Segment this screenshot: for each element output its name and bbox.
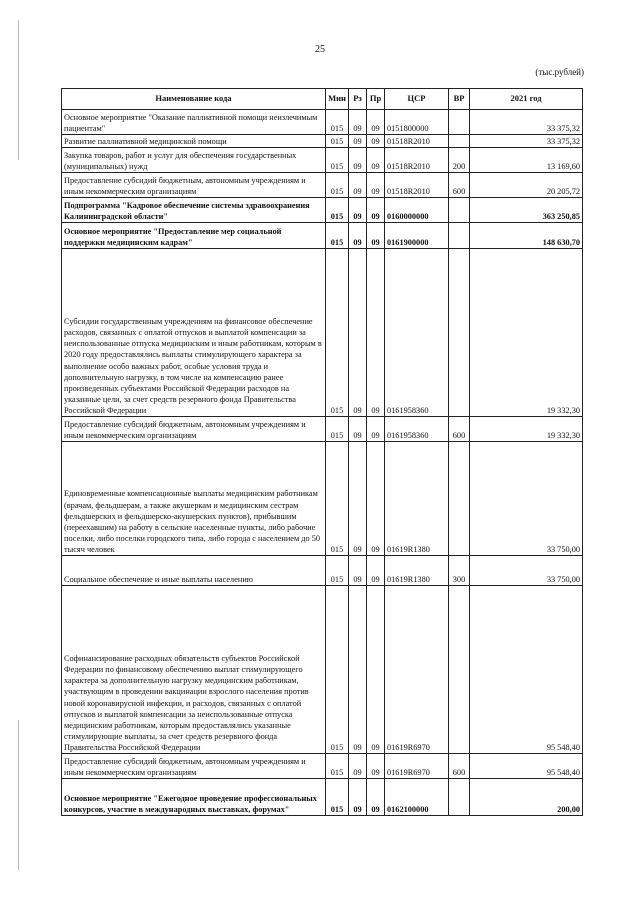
row-min: 015 xyxy=(326,556,349,586)
table-row xyxy=(62,586,583,754)
row-vr xyxy=(449,442,470,556)
row-pr: 09 xyxy=(367,754,385,779)
row-csr: 01619R6970 xyxy=(385,754,449,779)
row-sum: 20 205,72 xyxy=(470,173,583,198)
table-row xyxy=(62,754,583,779)
row-rz: 09 xyxy=(349,198,367,223)
table-row xyxy=(62,223,583,249)
row-name: Основное мероприятие "Ежегодное проведение профессиональных конкурсов, участие в международных выставках, форумах" xyxy=(62,779,326,816)
table-row xyxy=(62,442,583,556)
row-min: 015 xyxy=(326,198,349,223)
table-row xyxy=(62,417,583,442)
row-name: Предоставление субсидий бюджетным, автономным учреждениям и иным некоммерческим организациям xyxy=(62,754,326,779)
header-pr: Пр xyxy=(367,89,385,110)
table-row xyxy=(62,779,583,816)
row-csr: 01518R2010 xyxy=(385,173,449,198)
row-rz: 09 xyxy=(349,586,367,754)
row-sum: 33 375,32 xyxy=(470,135,583,148)
row-pr: 09 xyxy=(367,148,385,173)
row-min: 015 xyxy=(326,249,349,417)
row-vr xyxy=(449,135,470,148)
row-name: Развитие паллиативной медицинской помощи xyxy=(62,135,326,148)
row-pr: 09 xyxy=(367,442,385,556)
row-pr: 09 xyxy=(367,110,385,135)
row-csr: 0162100000 xyxy=(385,779,449,816)
row-vr xyxy=(449,223,470,249)
row-name: Субсидии государственным учреждениям на финансовое обеспечение расходов, связанных с оплатой отпусков и выплатой компенсации за неиспользованные отпуска медицинским и иным работникам, которым в 2020 году предоставлялись выплаты стимулирующего характера за выполнение особо важных работ, особые условия труда и дополнительную нагрузку, в том числе на компенсацию ранее произведенных субъектами Российской Федерации расходов на указанные цели, за счет средств резервного фонда Правительства Российской Федерации xyxy=(62,249,326,417)
row-name: Закупка товаров, работ и услуг для обеспечения государственных (муниципальных) нужд xyxy=(62,148,326,173)
row-name: Единовременные компенсационные выплаты медицинским работникам (врачам, фельдшерам, а также акушеркам и медицинским сестрам фельдшерских и фельдшерско-акушерских пунктов), прибывшим (переехавшим) на работу в сельские населенные пункты, либо рабочие поселки, либо поселки городского типа, либо города с населением до 50 тысяч человек xyxy=(62,442,326,556)
row-name: Предоставление субсидий бюджетным, автономным учреждениям и иным некоммерческим организациям xyxy=(62,173,326,198)
header-csr: ЦСР xyxy=(385,89,449,110)
row-pr: 09 xyxy=(367,586,385,754)
row-sum: 33 750,00 xyxy=(470,556,583,586)
budget-table xyxy=(61,88,583,816)
row-sum: 95 548,40 xyxy=(470,754,583,779)
row-csr: 01619R6970 xyxy=(385,586,449,754)
row-rz: 09 xyxy=(349,556,367,586)
row-sum: 13 169,60 xyxy=(470,148,583,173)
row-vr xyxy=(449,249,470,417)
scan-edge-mark-top xyxy=(18,20,19,160)
table-header-row xyxy=(62,89,583,110)
row-name: Софинансирование расходных обязательств субъектов Российской Федерации по финансовому обеспечению выплат стимулирующего характера за дополнительную нагрузку медицинским работникам, участвующим в проведении вакцинации взрослого населения против новой коронавирусной инфекции, и расходов, связанных с оплатой отпусков и выплатой компенсации за неиспользованные отпуска медицинским работникам, которым предоставлялись указанные стимулирующие выплаты, за счет средств резервного фонда Правительства Российской Федерации xyxy=(62,586,326,754)
row-min: 015 xyxy=(326,754,349,779)
row-vr: 600 xyxy=(449,417,470,442)
table-row xyxy=(62,556,583,586)
row-rz: 09 xyxy=(349,417,367,442)
row-rz: 09 xyxy=(349,223,367,249)
row-min: 015 xyxy=(326,135,349,148)
header-rz: Рз xyxy=(349,89,367,110)
row-vr: 200 xyxy=(449,148,470,173)
row-csr: 0161900000 xyxy=(385,223,449,249)
row-rz: 09 xyxy=(349,148,367,173)
table-row xyxy=(62,249,583,417)
row-min: 015 xyxy=(326,110,349,135)
row-sum: 19 332,30 xyxy=(470,249,583,417)
row-rz: 09 xyxy=(349,442,367,556)
row-sum: 19 332,30 xyxy=(470,417,583,442)
row-name: Социальное обеспечение и иные выплаты населению xyxy=(62,556,326,586)
row-vr: 300 xyxy=(449,556,470,586)
row-pr: 09 xyxy=(367,556,385,586)
row-sum: 363 250,85 xyxy=(470,198,583,223)
row-pr: 09 xyxy=(367,173,385,198)
row-pr: 09 xyxy=(367,198,385,223)
header-name: Наименование кода xyxy=(62,89,326,110)
row-pr: 09 xyxy=(367,223,385,249)
row-vr: 600 xyxy=(449,754,470,779)
table-row xyxy=(62,173,583,198)
page-number: 25 xyxy=(315,44,325,55)
table-row xyxy=(62,135,583,148)
row-sum: 33 750,00 xyxy=(470,442,583,556)
row-rz: 09 xyxy=(349,110,367,135)
row-vr: 600 xyxy=(449,173,470,198)
row-pr: 09 xyxy=(367,249,385,417)
row-csr: 0161958360 xyxy=(385,417,449,442)
row-vr xyxy=(449,586,470,754)
row-vr xyxy=(449,110,470,135)
table-row xyxy=(62,198,583,223)
row-csr: 0160000000 xyxy=(385,198,449,223)
row-name: Основное мероприятие "Оказание паллиативной помощи неизлечимым пациентам" xyxy=(62,110,326,135)
row-pr: 09 xyxy=(367,779,385,816)
row-csr: 0161958360 xyxy=(385,249,449,417)
row-min: 015 xyxy=(326,442,349,556)
row-min: 015 xyxy=(326,223,349,249)
row-vr xyxy=(449,198,470,223)
row-csr: 01518R2010 xyxy=(385,135,449,148)
row-min: 015 xyxy=(326,148,349,173)
row-csr: 01619R1380 xyxy=(385,556,449,586)
row-min: 015 xyxy=(326,779,349,816)
row-csr: 01619R1380 xyxy=(385,442,449,556)
header-vr: ВР xyxy=(449,89,470,110)
row-name: Основное мероприятие "Предоставление мер социальной поддержки медицинским кадрам" xyxy=(62,223,326,249)
row-min: 015 xyxy=(326,586,349,754)
header-sum: 2021 год xyxy=(470,89,583,110)
table-row xyxy=(62,110,583,135)
row-rz: 09 xyxy=(349,135,367,148)
row-sum: 200,00 xyxy=(470,779,583,816)
header-min: Мин xyxy=(326,89,349,110)
scan-edge-mark-bottom xyxy=(18,720,19,870)
row-rz: 09 xyxy=(349,249,367,417)
row-name: Подпрограмма "Кадровое обеспечение системы здравоохранения Калининградской области" xyxy=(62,198,326,223)
row-csr: 01518R2010 xyxy=(385,148,449,173)
row-min: 015 xyxy=(326,173,349,198)
row-rz: 09 xyxy=(349,779,367,816)
row-name: Предоставление субсидий бюджетным, автономным учреждениям и иным некоммерческим организациям xyxy=(62,417,326,442)
row-min: 015 xyxy=(326,417,349,442)
row-sum: 33 375,32 xyxy=(470,110,583,135)
row-sum: 148 630,70 xyxy=(470,223,583,249)
row-rz: 09 xyxy=(349,173,367,198)
row-rz: 09 xyxy=(349,754,367,779)
table-row xyxy=(62,148,583,173)
units-label: (тыс.рублей) xyxy=(535,67,584,77)
row-pr: 09 xyxy=(367,135,385,148)
row-sum: 95 548,40 xyxy=(470,586,583,754)
row-csr: 0151800000 xyxy=(385,110,449,135)
row-pr: 09 xyxy=(367,417,385,442)
row-vr xyxy=(449,779,470,816)
